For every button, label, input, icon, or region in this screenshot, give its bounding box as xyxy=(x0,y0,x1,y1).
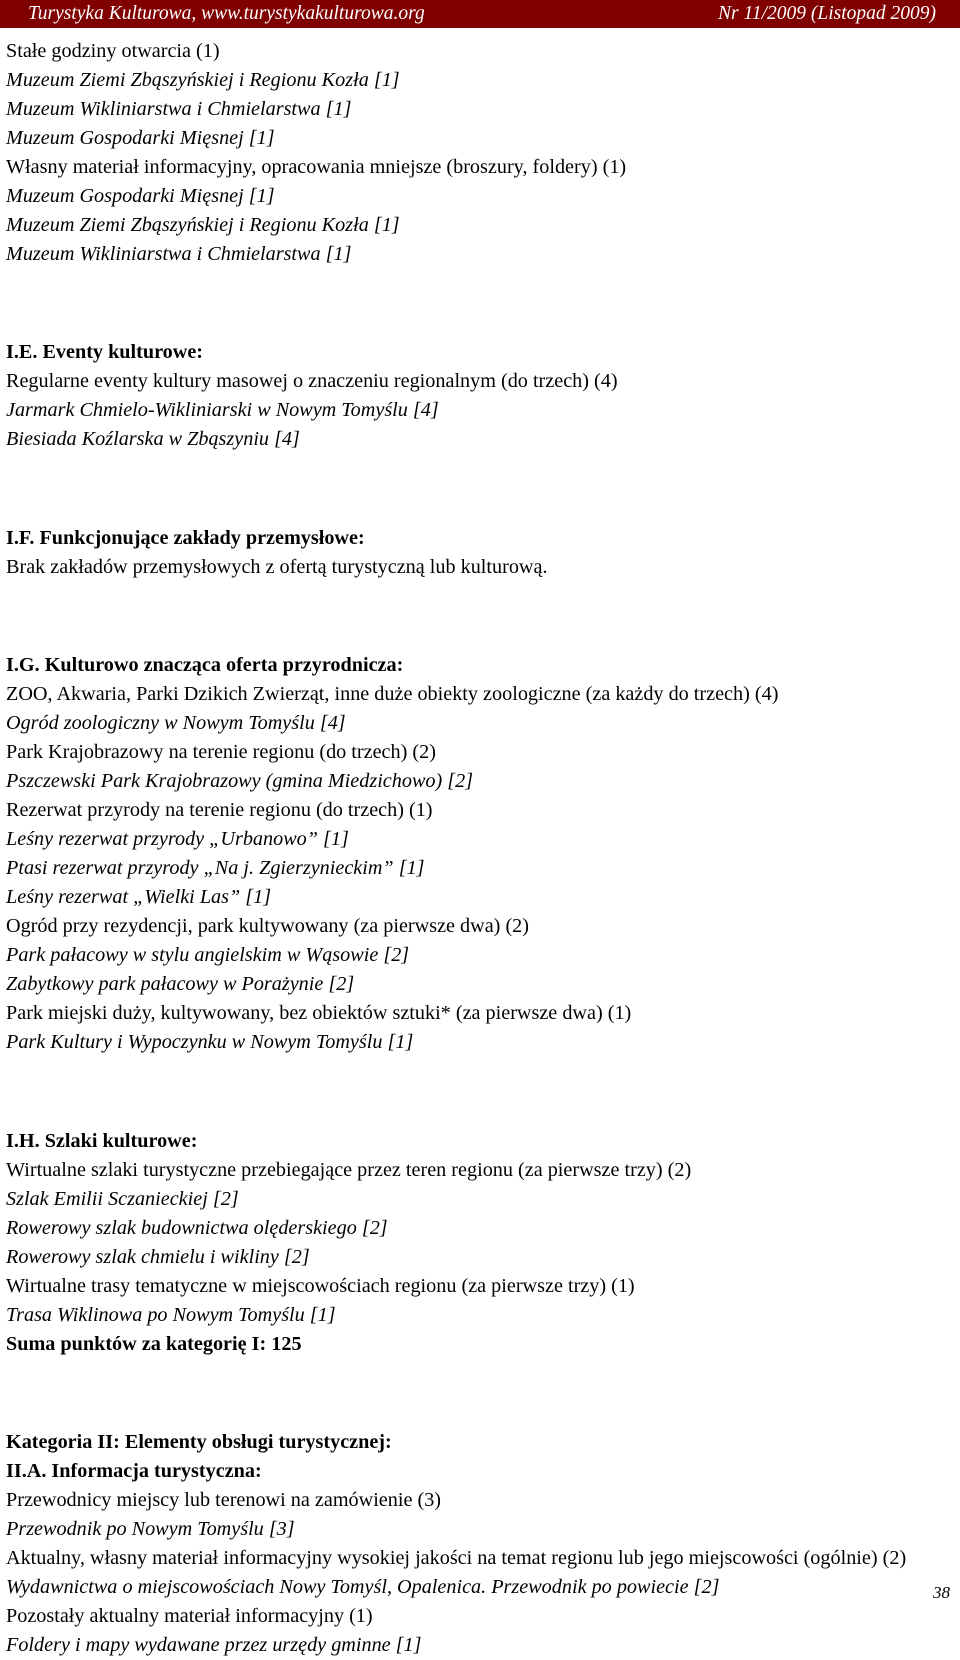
section-heading: Kategoria II: Elementy obsługi turystycznej: xyxy=(6,1430,392,1453)
italic-entry-line: Park pałacowy w stylu angielskim w Wąsowie [2] xyxy=(6,944,410,967)
italic-entry-line: Leśny rezerwat przyrody „Urbanowo” [1] xyxy=(6,828,349,851)
paragraph-gap xyxy=(6,602,958,631)
wrapped-text-line: Aktualny, własny materiał informacyjny wysokiej jakości na temat regionu lub jego miejscowości (ogólnie) (2) xyxy=(6,1546,907,1569)
text-line: Własny materiał informacyjny, opracowania mniejsze (broszury, foldery) (1) xyxy=(6,156,627,178)
header-journal-title: Turystyka Kulturowa, www.turystykakulturowa.org xyxy=(28,3,425,24)
italic-entry-line: Muzeum Ziemi Zbąszyńskiej i Regionu Kozła [1] xyxy=(6,214,400,236)
section-heading: I.G. Kulturowo znacząca oferta przyrodnicza: xyxy=(6,654,404,677)
italic-entry-line: Rowerowy szlak chmielu i wikliny [2] xyxy=(6,1245,310,1268)
italic-entry-line: Foldery i mapy wydawane przez urzędy gminne [1] xyxy=(6,1633,422,1656)
wrapped-text-line: ZOO, Akwaria, Parki Dzikich Zwierząt, inne duże obiekty zoologiczne (za każdy do trzech) (4) xyxy=(6,683,779,706)
italic-entry-line: Szlak Emilii Sczanieckiej [2] xyxy=(6,1187,239,1210)
italic-entry-line: Biesiada Koźlarska w Zbąszyniu [4] xyxy=(6,428,300,451)
italic-entry-line: Jarmark Chmielo-Wikliniarski w Nowym Tomyślu [4] xyxy=(6,399,439,422)
page-number: 38 xyxy=(933,1583,950,1602)
text-line: Pozostały aktualny materiał informacyjny (1) xyxy=(6,1604,373,1627)
text-line: Brak zakładów przemysłowych z ofertą turystyczną lub kulturową. xyxy=(6,555,548,578)
section-heading: I.H. Szlaki kulturowe: xyxy=(6,1129,198,1152)
text-line: Park miejski duży, kultywowany, bez obiektów sztuki* (za pierwsze dwa) (1) xyxy=(6,1002,632,1025)
page-header xyxy=(0,0,960,28)
italic-entry-line: Przewodnik po Nowym Tomyślu [3] xyxy=(6,1517,295,1540)
italic-entry-line: Rowerowy szlak budownictwa olęderskiego [2] xyxy=(6,1216,388,1239)
italic-entry-line: Ogród zoologiczny w Nowym Tomyślu [4] xyxy=(6,712,346,735)
paragraph-gap xyxy=(6,1077,958,1106)
section-heading: I.E. Eventy kulturowe: xyxy=(6,341,204,364)
text-line: Stałe godziny otwarcia (1) xyxy=(6,40,220,62)
italic-entry-line: Muzeum Gospodarki Mięsnej [1] xyxy=(6,185,275,207)
italic-entry-line: Leśny rezerwat „Wielki Las” [1] xyxy=(6,886,272,909)
italic-entry-line: Muzeum Gospodarki Mięsnej [1] xyxy=(6,127,275,149)
italic-entry-line: Muzeum Wikliniarstwa i Chmielarstwa [1] xyxy=(6,98,352,120)
text-line: Regularne eventy kultury masowej o znaczeniu regionalnym (do trzech) (4) xyxy=(6,370,618,393)
section-heading: I.F. Funkcjonujące zakłady przemysłowe: xyxy=(6,526,365,549)
section-heading: Suma punktów za kategorię I: 125 xyxy=(6,1332,302,1355)
text-line: Przewodnicy miejscy lub terenowi na zamówienie (3) xyxy=(6,1488,442,1511)
text-line: Ogród przy rezydencji, park kultywowany (za pierwsze dwa) (2) xyxy=(6,915,529,938)
paragraph-gap xyxy=(6,475,958,504)
italic-entry-line: Pszczewski Park Krajobrazowy (gmina Miedzichowo) [2] xyxy=(6,770,474,793)
text-line: Wirtualne trasy tematyczne w miejscowościach regionu (za pierwsze trzy) (1) xyxy=(6,1274,635,1297)
italic-entry-line: Trasa Wiklinowa po Nowym Tomyślu [1] xyxy=(6,1303,336,1326)
italic-entry-line: Zabytkowy park pałacowy w Porażynie [2] xyxy=(6,973,355,996)
italic-entry-line: Wydawnictwa o miejscowościach Nowy Tomyśl, Opalenica. Przewodnik po powiecie [2] xyxy=(6,1575,720,1598)
text-line: Park Krajobrazowy na terenie regionu (do trzech) (2) xyxy=(6,741,436,764)
section-heading: II.A. Informacja turystyczna: xyxy=(6,1459,262,1482)
italic-entry-line: Muzeum Wikliniarstwa i Chmielarstwa [1] xyxy=(6,243,352,265)
header-issue-number: Nr 11/2009 (Listopad 2009) xyxy=(718,3,936,24)
italic-entry-line: Park Kultury i Wypoczynku w Nowym Tomyślu [1] xyxy=(6,1031,414,1054)
document-body xyxy=(6,37,958,1660)
paragraph-gap xyxy=(6,1379,958,1408)
paragraph-gap xyxy=(6,289,958,318)
text-line: Rezerwat przyrody na terenie regionu (do trzech) (1) xyxy=(6,799,433,822)
italic-entry-line: Ptasi rezerwat przyrody „Na j. Zgierzynieckim” [1] xyxy=(6,857,425,880)
italic-entry-line: Muzeum Ziemi Zbąszyńskiej i Regionu Kozła [1] xyxy=(6,69,400,91)
text-line: Wirtualne szlaki turystyczne przebiegające przez teren regionu (za pierwsze trzy) (2) xyxy=(6,1158,692,1181)
